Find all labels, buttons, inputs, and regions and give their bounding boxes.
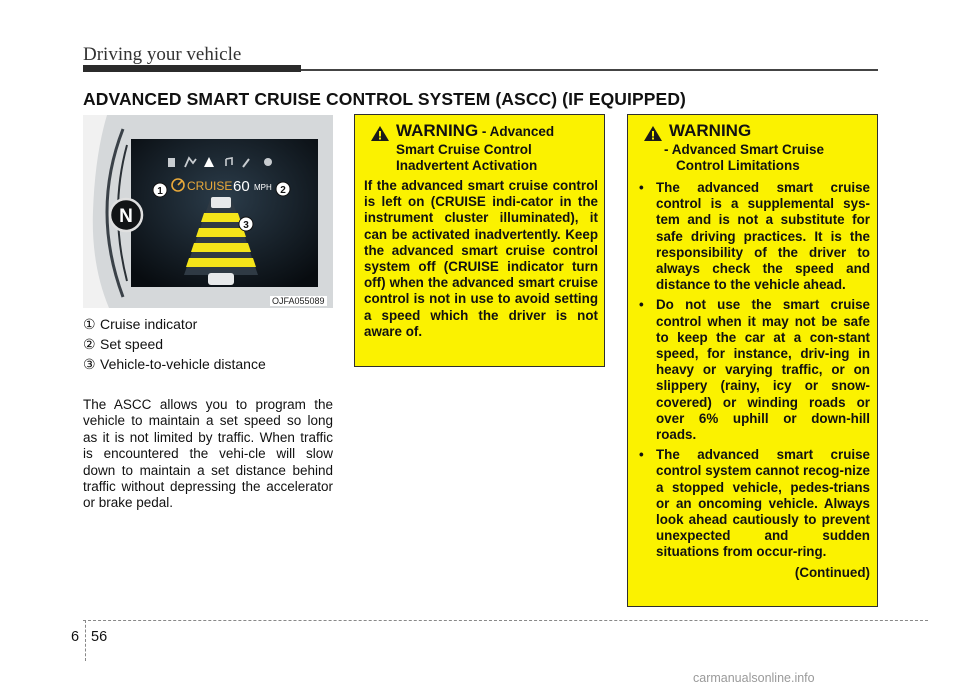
own-vehicle — [208, 273, 234, 285]
warning-subtitle-1: - Advanced Smart Cruise — [664, 142, 825, 157]
cluster-figure — [83, 115, 333, 308]
footer-divider — [85, 620, 86, 661]
legend-item: ③ Vehicle-to-vehicle distance — [83, 356, 266, 372]
page-number: 56 — [91, 629, 108, 645]
warning-subtitle-3: Inadvertent Activation — [396, 158, 538, 173]
marker-1 — [153, 183, 167, 197]
legend-item: ① Cruise indicator — [83, 316, 198, 332]
figure-legend — [83, 314, 266, 374]
chapter-title: Driving your vehicle — [83, 44, 242, 65]
gear-indicator: N — [119, 206, 133, 227]
header-rule-thick — [83, 65, 301, 72]
warning-box-inadvertent-activation — [354, 114, 605, 367]
warning-subtitle-1: - Advanced — [481, 124, 555, 139]
warning-triangle-icon — [370, 125, 390, 142]
warning-box-limitations — [627, 114, 878, 607]
warning-bullet-list — [637, 180, 870, 561]
warning-title: WARNING — [669, 121, 752, 140]
footer-rule — [83, 620, 928, 621]
watermark: carmanualsonline.info — [693, 671, 815, 685]
svg-text:2: 2 — [280, 185, 286, 196]
chapter-number: 6 — [71, 629, 80, 645]
header-rule-thin — [301, 69, 878, 71]
warning-subtitle-2: Smart Cruise Control — [396, 142, 532, 157]
lead-vehicle — [211, 197, 231, 208]
list-item: • Do not use the smart cruise control when it may not be safe to keep the car at a con-stant speed, for instance, driv-ing in heavy or varying traffic, or on slippery (rainy, icy or snow-covered) or winding roads or over 6% uphill or down-hill roads. — [639, 297, 870, 443]
section-title: ADVANCED SMART CRUISE CONTROL SYSTEM (ASCC) (IF EQUIPPED) — [83, 89, 686, 109]
set-speed-unit: MPH — [254, 183, 272, 192]
list-item: • The advanced smart cruise control system cannot recog-nize a stopped vehicle, pedes-trians or an oncoming vehicle. Always look ahead cautiously to prevent unexpected and sudden situations from occur-ring. — [639, 447, 870, 560]
ascc-description: The ASCC allows you to program the vehicle to maintain a set speed so long as it is not limited by traffic. When traffic is encountered the vehi-cle will slow down to maintain a set distance behind traffic without depressing the accelerator or brake pedal. — [83, 397, 333, 511]
cluster-illustration — [83, 115, 333, 308]
warning-triangle-icon — [643, 125, 663, 142]
continued-label: (Continued) — [794, 564, 870, 580]
legend-item: ② Set speed — [83, 336, 164, 352]
warning-title: WARNING — [396, 121, 479, 140]
svg-text:1: 1 — [157, 186, 163, 197]
set-speed-value: 60 — [233, 178, 250, 195]
cruise-label: CRUISE — [187, 179, 233, 193]
marker-3 — [239, 217, 253, 231]
list-item: • The advanced smart cruise control is a supplemental sys-tem and is not a substitute for safe driving practices. It is the responsibility of the driver to always check the speed and distance to the vehicle ahead. — [639, 180, 870, 293]
svg-text:3: 3 — [243, 220, 249, 231]
figure-code: OJFA055089 — [272, 296, 325, 306]
warning-body: If the advanced smart cruise control is left on (CRUISE indi-cator in the instrument cluster illuminated), it can be activated inadvertently. Keep the advanced smart cruise control system off (CRUISE indicator turn off) when the advanced smart cruise control is not in use to avoid setting a speed which the driver is not aware of. — [364, 178, 598, 339]
warning-subtitle-2: Control Limitations — [676, 158, 800, 173]
marker-2 — [276, 182, 290, 196]
